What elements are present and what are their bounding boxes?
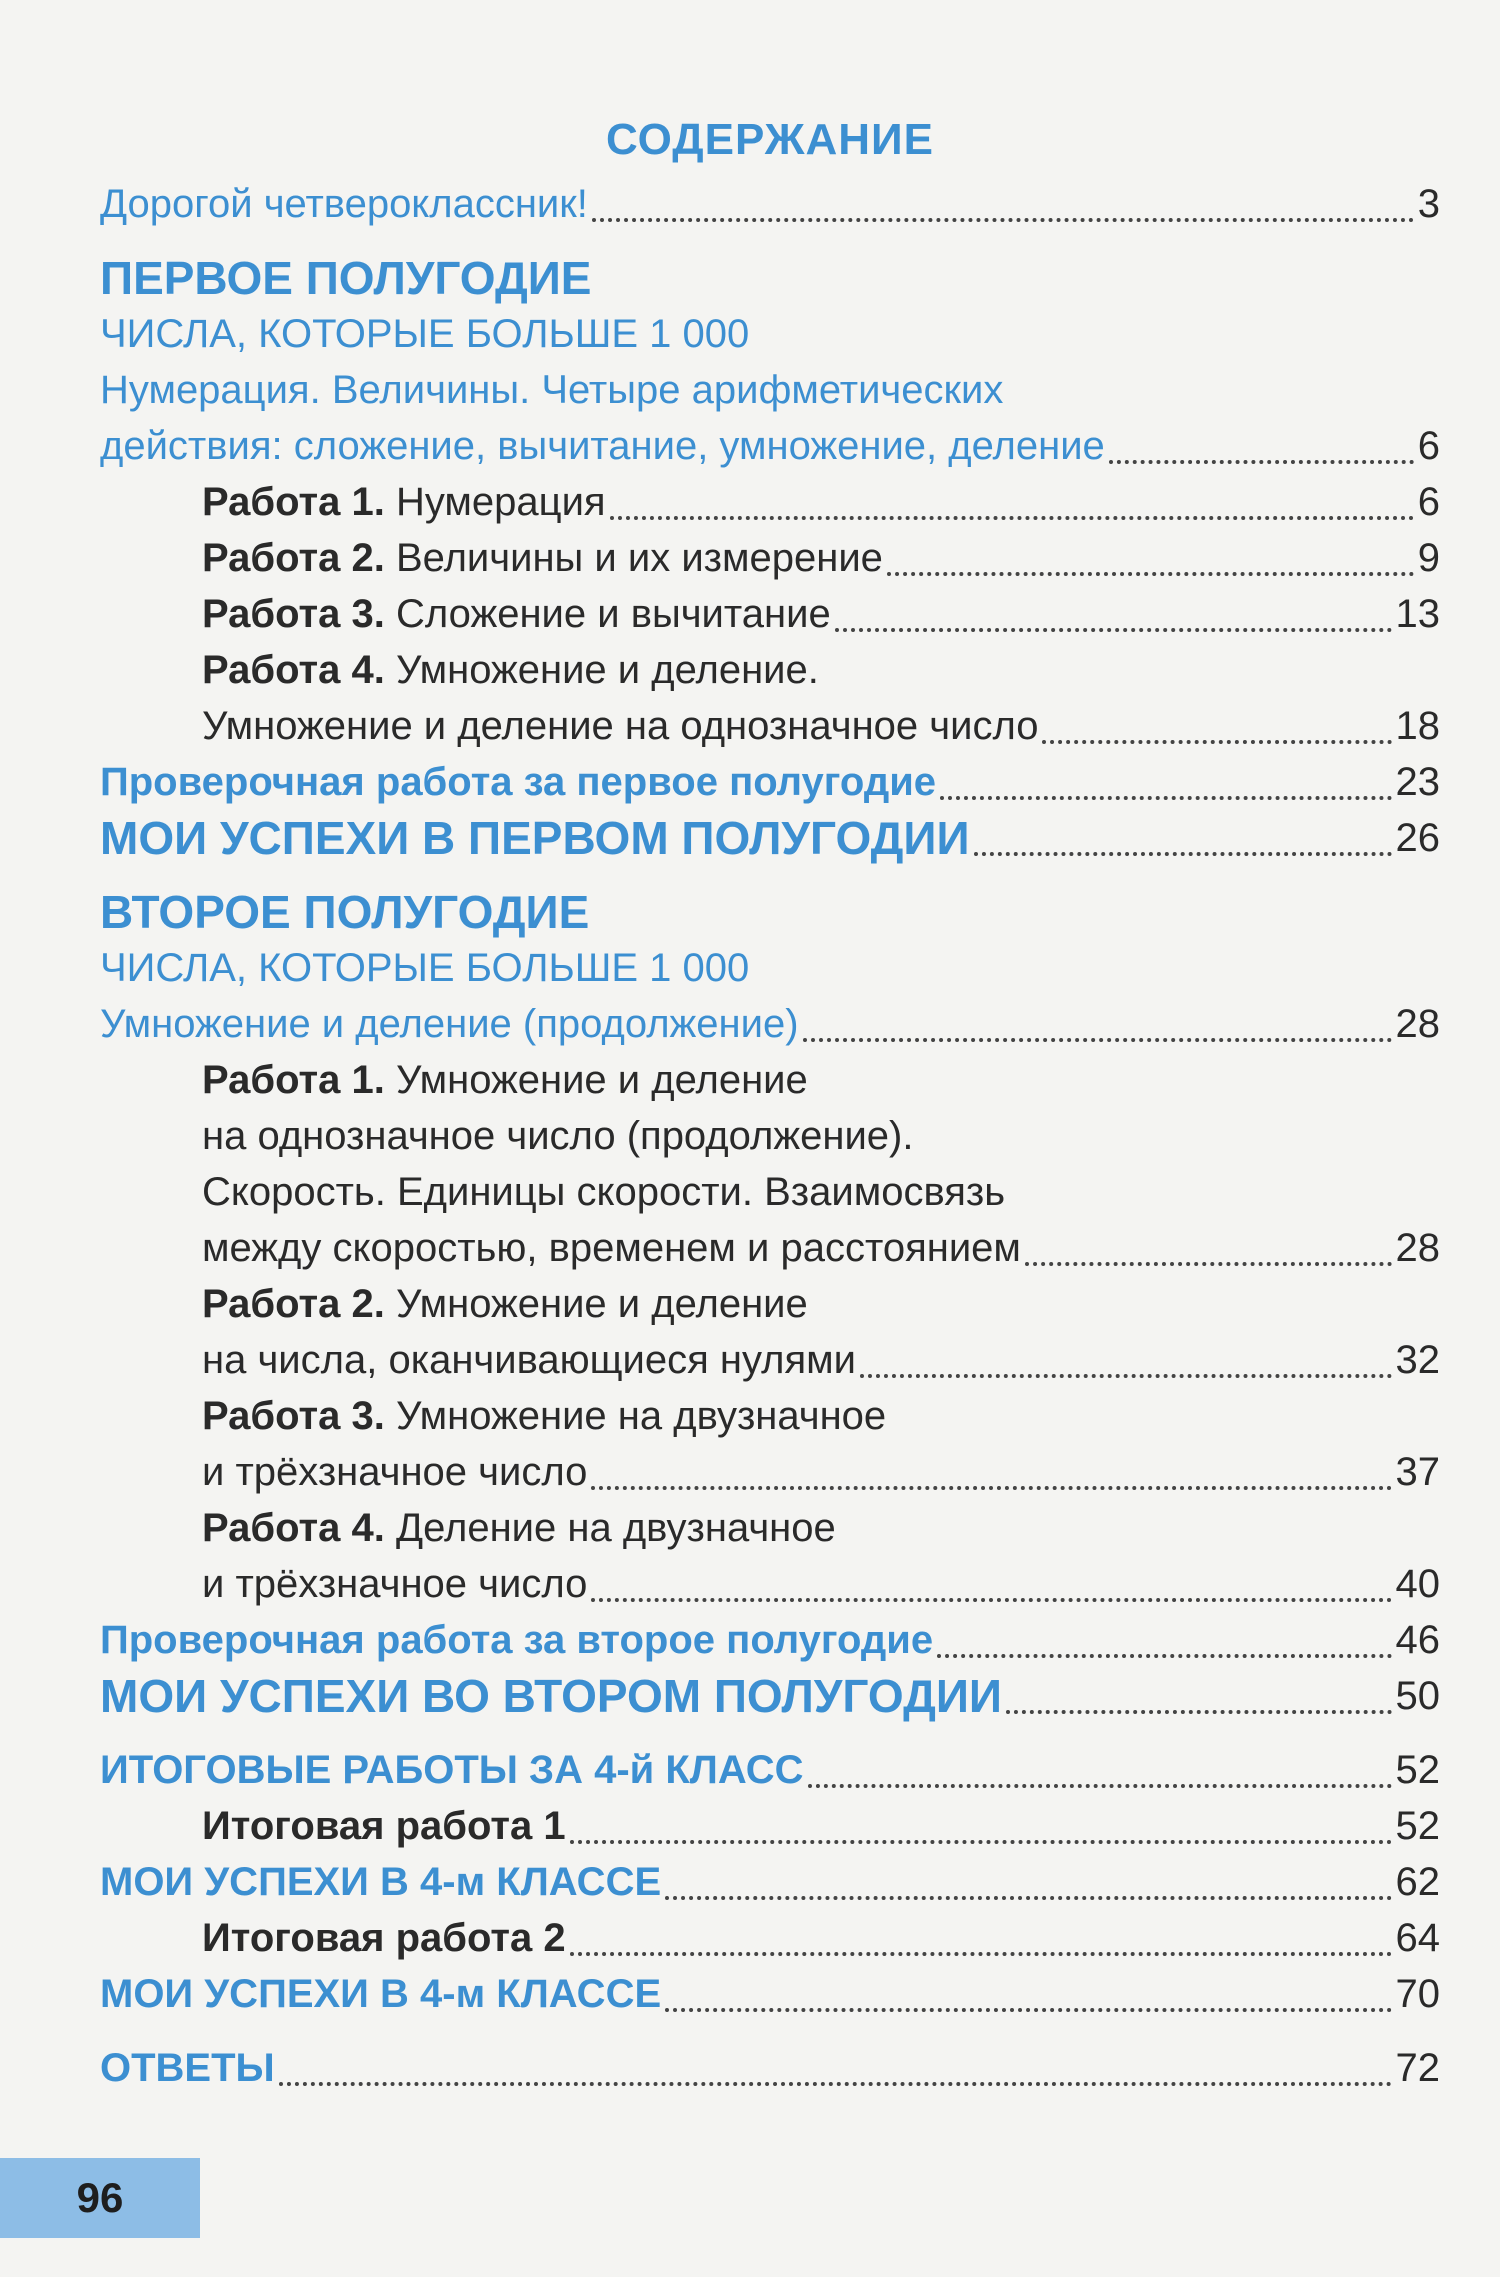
- toc-entry-success[interactable]: [100, 810, 1440, 866]
- subsection-numbers: ЧИСЛА, КОТОРЫЕ БОЛЬШЕ 1 000: [100, 312, 750, 356]
- leader-dots: [860, 1374, 1392, 1378]
- leader-dots: [937, 1654, 1391, 1658]
- toc-entry-work[interactable]: [100, 1444, 1440, 1500]
- entry-text: Величины и их измерение: [395, 536, 883, 580]
- work-label: Работа 2.: [202, 536, 385, 580]
- entry-page: 3: [1417, 182, 1440, 226]
- toc-entry-intro[interactable]: [100, 176, 1440, 232]
- toc-entry-work-line: [100, 1388, 1440, 1444]
- entry-text: МОИ УСПЕХИ В ПЕРВОМ ПОЛУГОДИИ: [100, 812, 970, 864]
- entry-text: ИТОГОВЫЕ РАБОТЫ ЗА 4-й КЛАСС: [100, 1748, 804, 1792]
- entry-text: МОИ УСПЕХИ В 4-м КЛАССЕ: [100, 1972, 662, 2016]
- entry-text: Проверочная работа за второе полугодие: [100, 1618, 934, 1662]
- section-heading-second-half: ВТОРОЕ ПОЛУГОДИЕ: [100, 886, 590, 938]
- entry-text: Умножение и деление на однозначное число: [202, 704, 1039, 748]
- entry-page: 62: [1395, 1860, 1440, 1904]
- entry-text: на однозначное число (продолжение).: [202, 1114, 914, 1158]
- entry-page: 52: [1395, 1804, 1440, 1848]
- entry-text: действия: сложение, вычитание, умножение, деление: [100, 424, 1105, 468]
- toc-entry-final-heading[interactable]: [100, 1742, 1440, 1798]
- toc-title: СОДЕРЖАНИЕ: [605, 115, 935, 164]
- table-of-contents: [100, 110, 1440, 2096]
- leader-dots: [1042, 740, 1391, 744]
- entry-text: Умножение и деление: [395, 1058, 808, 1102]
- work-label: Работа 4.: [202, 648, 385, 692]
- entry-text: и трёхзначное число: [202, 1450, 588, 1494]
- entry-page: 32: [1395, 1338, 1440, 1382]
- entry-text: Сложение и вычитание: [395, 592, 831, 636]
- work-label: Работа 1.: [202, 480, 385, 524]
- leader-dots: [808, 1784, 1392, 1788]
- entry-page: 26: [1395, 816, 1440, 860]
- leader-dots: [1025, 1262, 1392, 1266]
- work-label: Работа 2.: [202, 1282, 385, 1326]
- toc-entry-check[interactable]: [100, 754, 1440, 810]
- entry-page: 6: [1417, 424, 1440, 468]
- toc-entry-final-work[interactable]: [100, 1798, 1440, 1854]
- leader-dots: [591, 1598, 1391, 1602]
- entry-text: Дорогой четвероклассник!: [100, 182, 588, 226]
- leader-dots: [570, 1840, 1392, 1844]
- entry-page: 37: [1395, 1450, 1440, 1494]
- toc-entry-work-line: [100, 642, 1440, 698]
- entry-page: 52: [1395, 1748, 1440, 1792]
- entry-page: 28: [1395, 1002, 1440, 1046]
- entry-page: 70: [1395, 1972, 1440, 2016]
- entry-page: 13: [1395, 592, 1440, 636]
- toc-entry-work[interactable]: [100, 586, 1440, 642]
- subsection-numbers: ЧИСЛА, КОТОРЫЕ БОЛЬШЕ 1 000: [100, 946, 750, 990]
- toc-entry-work-line: [100, 1052, 1440, 1108]
- leader-dots: [665, 2008, 1391, 2012]
- entry-page: 9: [1417, 536, 1440, 580]
- entry-page: 40: [1395, 1562, 1440, 1606]
- topic-line: Нумерация. Величины. Четыре арифметических: [100, 368, 1004, 412]
- toc-entry-final-work[interactable]: [100, 1910, 1440, 1966]
- entry-text: Итоговая работа 2: [202, 1916, 566, 1960]
- entry-text: Умножение и деление (продолжение): [100, 1002, 799, 1046]
- toc-entry-success[interactable]: [100, 1966, 1440, 2022]
- entry-text: МОИ УСПЕХИ ВО ВТОРОМ ПОЛУГОДИИ: [100, 1670, 1002, 1722]
- toc-entry-success[interactable]: [100, 1668, 1440, 1724]
- leader-dots: [665, 1896, 1391, 1900]
- entry-text: Умножение и деление.: [395, 648, 819, 692]
- work-label: Работа 3.: [202, 1394, 385, 1438]
- entry-text: на числа, оканчивающиеся нулями: [202, 1338, 856, 1382]
- entry-text: Скорость. Единицы скорости. Взаимосвязь: [202, 1170, 1006, 1214]
- work-label: Работа 1.: [202, 1058, 385, 1102]
- entry-text: Умножение на двузначное: [395, 1394, 887, 1438]
- entry-text: ОТВЕТЫ: [100, 2046, 275, 2090]
- entry-page: 64: [1395, 1916, 1440, 1960]
- leader-dots: [974, 852, 1392, 856]
- leader-dots: [591, 1486, 1391, 1490]
- toc-entry-check[interactable]: [100, 1612, 1440, 1668]
- work-label: Работа 4.: [202, 1506, 385, 1550]
- entry-page: 28: [1395, 1226, 1440, 1270]
- entry-text: МОИ УСПЕХИ В 4-м КЛАССЕ: [100, 1860, 662, 1904]
- leader-dots: [610, 516, 1414, 520]
- leader-dots: [592, 218, 1414, 222]
- toc-entry-work[interactable]: [100, 1556, 1440, 1612]
- entry-page: 18: [1395, 704, 1440, 748]
- toc-entry-answers[interactable]: [100, 2040, 1440, 2096]
- entry-text: Нумерация: [395, 480, 606, 524]
- toc-entry-work[interactable]: [100, 530, 1440, 586]
- toc-entry-work-line: [100, 1500, 1440, 1556]
- toc-entry-work[interactable]: [100, 474, 1440, 530]
- toc-entry-work[interactable]: [100, 698, 1440, 754]
- work-label: Работа 3.: [202, 592, 385, 636]
- entry-page: 72: [1395, 2046, 1440, 2090]
- leader-dots: [279, 2082, 1392, 2086]
- toc-entry-topic[interactable]: [100, 996, 1440, 1052]
- entry-text: Проверочная работа за первое полугодие: [100, 760, 937, 804]
- toc-entry-work-line: [100, 1276, 1440, 1332]
- entry-page: 6: [1417, 480, 1440, 524]
- leader-dots: [803, 1038, 1392, 1042]
- toc-entry-work[interactable]: [100, 1220, 1440, 1276]
- toc-entry-work[interactable]: [100, 1332, 1440, 1388]
- leader-dots: [570, 1952, 1392, 1956]
- entry-text: Итоговая работа 1: [202, 1804, 566, 1848]
- toc-entry-success[interactable]: [100, 1854, 1440, 1910]
- leader-dots: [940, 796, 1391, 800]
- page-number: 96: [0, 2158, 200, 2238]
- toc-entry-topic[interactable]: [100, 418, 1440, 474]
- leader-dots: [1109, 460, 1414, 464]
- entry-page: 50: [1395, 1674, 1440, 1718]
- entry-text: Деление на двузначное: [395, 1506, 836, 1550]
- leader-dots: [835, 628, 1392, 632]
- entry-text: и трёхзначное число: [202, 1562, 588, 1606]
- entry-page: 23: [1395, 760, 1440, 804]
- entry-text: Умножение и деление: [395, 1282, 808, 1326]
- section-heading-first-half: ПЕРВОЕ ПОЛУГОДИЕ: [100, 252, 592, 304]
- leader-dots: [887, 572, 1414, 576]
- entry-text: между скоростью, временем и расстоянием: [202, 1226, 1021, 1270]
- entry-page: 46: [1395, 1618, 1440, 1662]
- leader-dots: [1006, 1710, 1392, 1714]
